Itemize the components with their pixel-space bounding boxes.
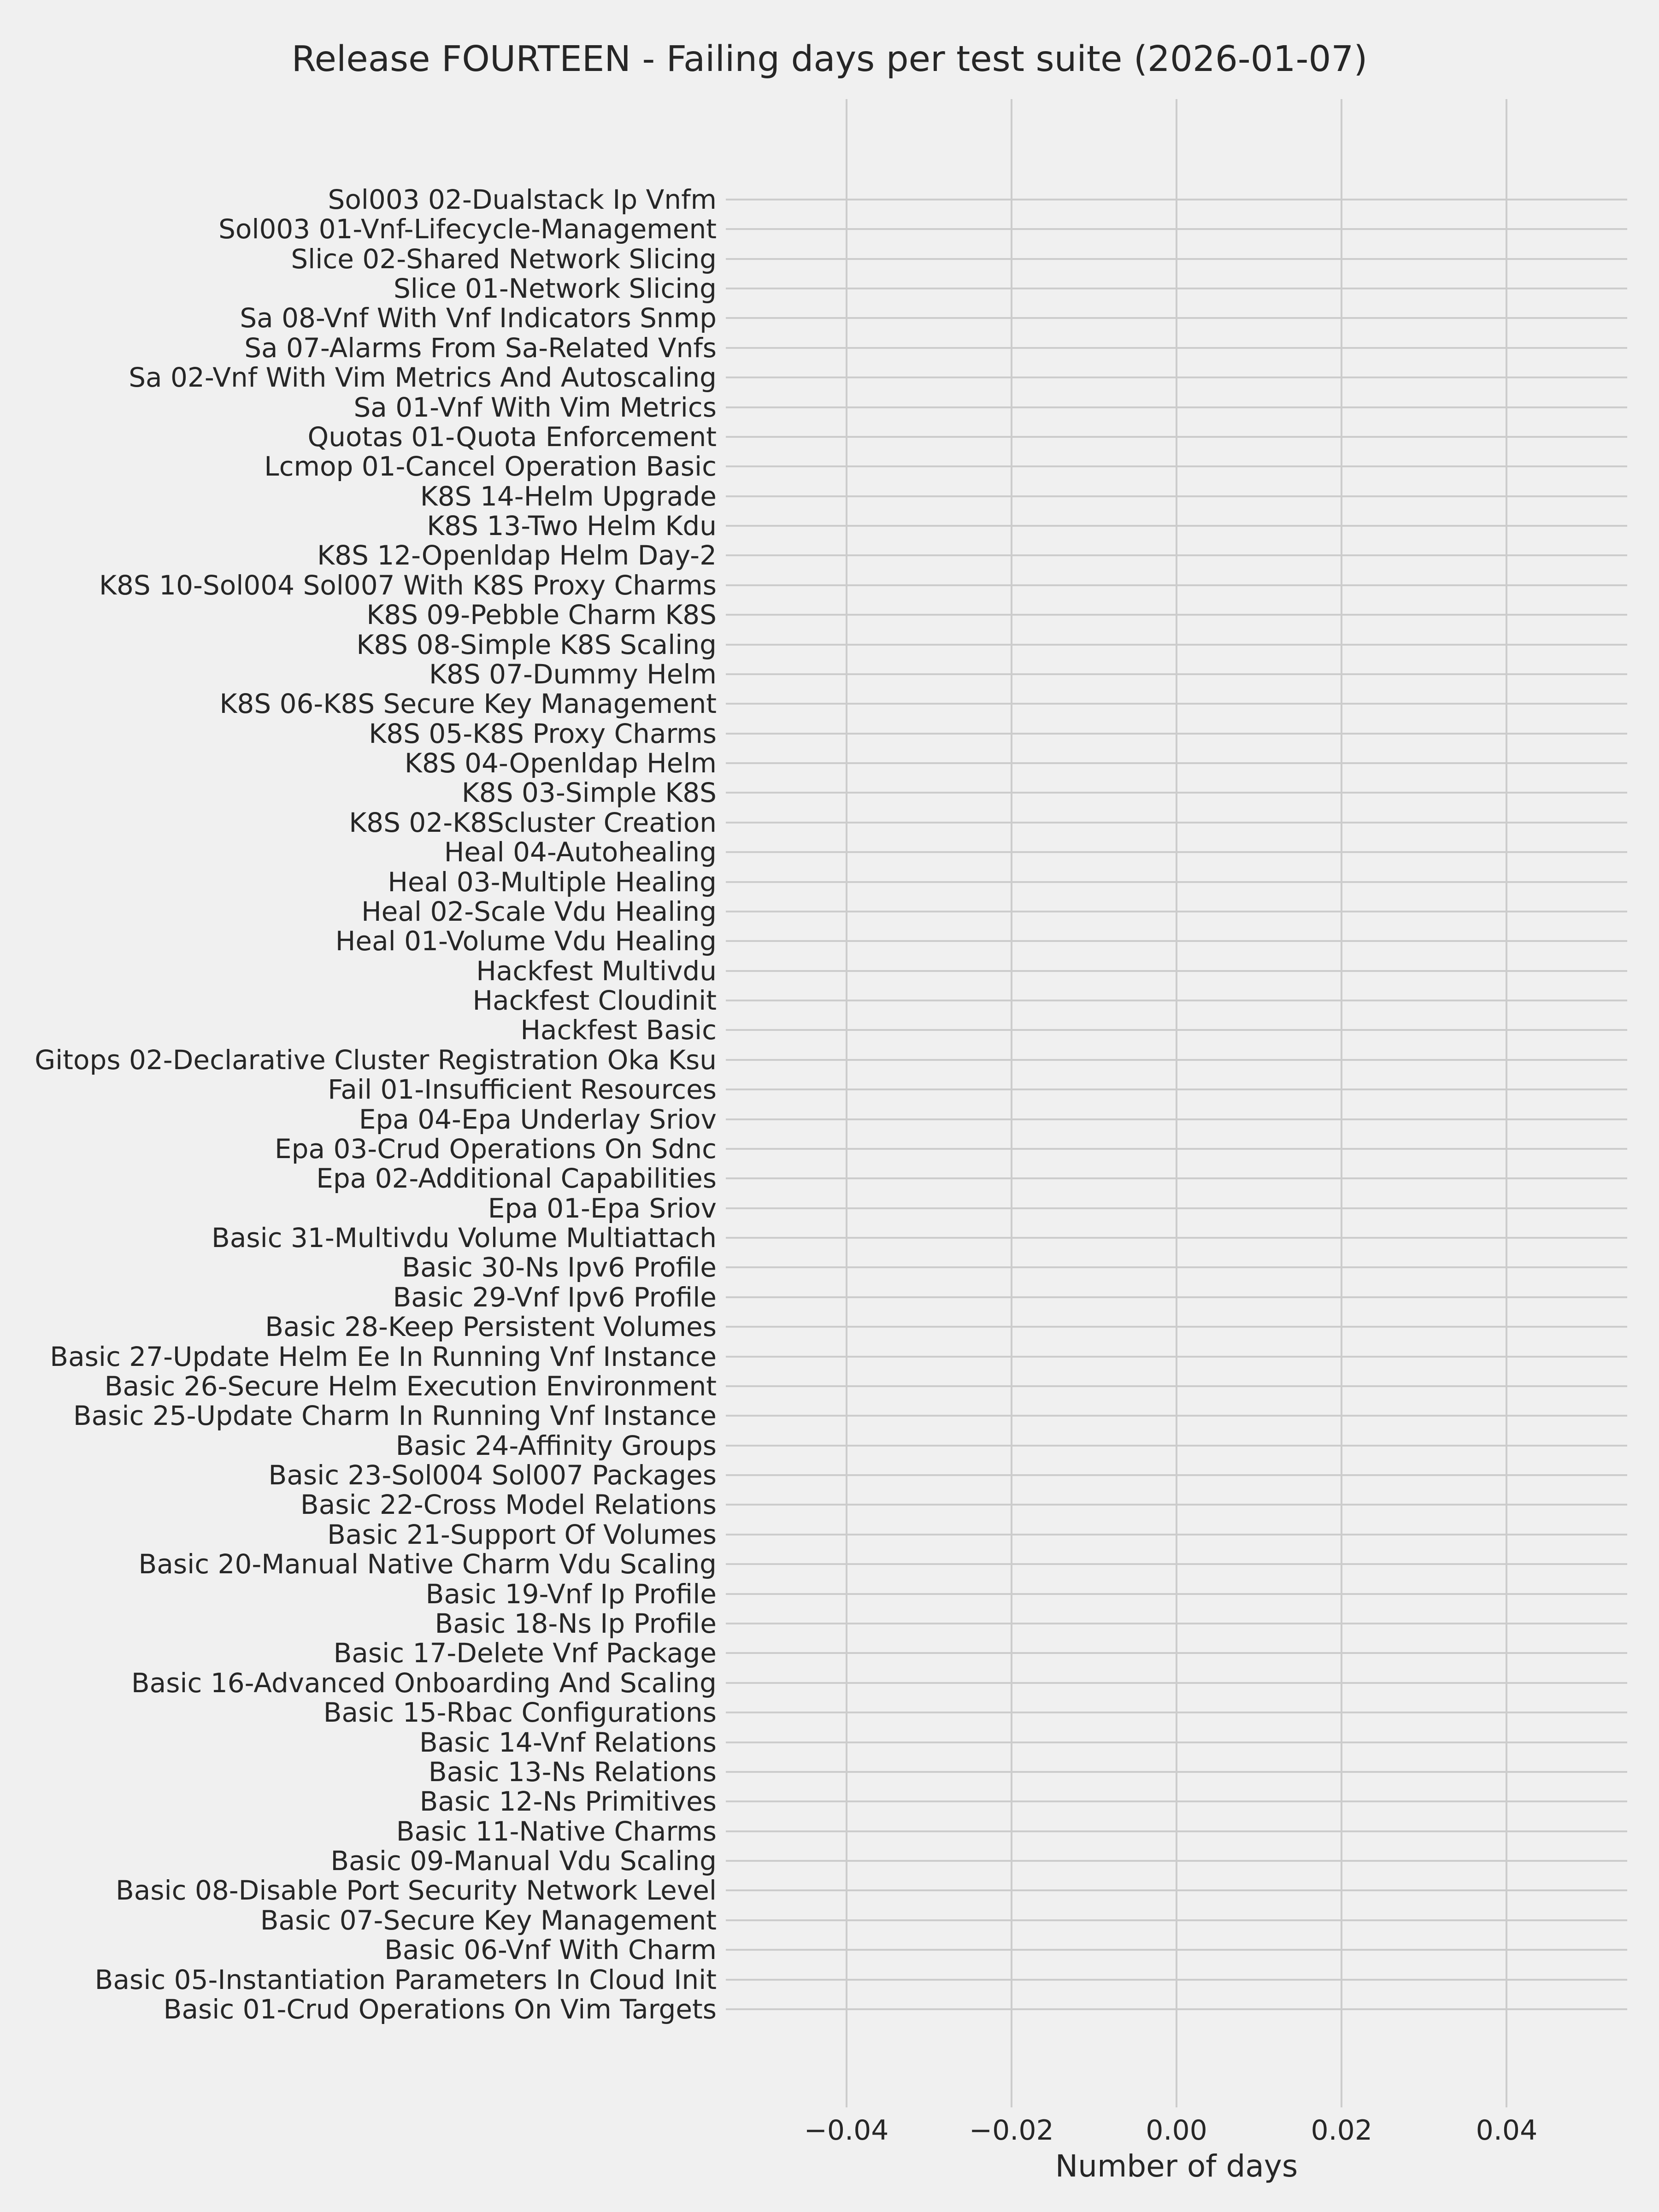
y-tick-label: Fail 01-Insufficient Resources: [328, 1074, 717, 1106]
y-tick-label: K8S 09-Pebble Charm K8S: [366, 599, 717, 631]
gridline-horizontal: [726, 851, 1627, 853]
y-tick-label: Basic 16-Advanced Onboarding And Scaling: [131, 1667, 717, 1699]
y-tick-label: Basic 26-Secure Helm Execution Environment: [104, 1370, 717, 1402]
y-tick-label: Basic 17-Delete Vnf Package: [333, 1637, 717, 1669]
gridline-vertical: [1506, 99, 1507, 2107]
gridline-horizontal: [726, 1415, 1627, 1417]
y-tick-label: Sa 07-Alarms From Sa-Related Vnfs: [244, 332, 717, 364]
y-tick-label: Basic 07-Secure Key Management: [260, 1904, 717, 1936]
y-tick-label: Sol003 01-Vnf-Lifecycle-Management: [218, 213, 717, 245]
gridline-horizontal: [726, 1919, 1627, 1921]
y-tick-label: K8S 07-Dummy Helm: [429, 658, 717, 690]
gridline-horizontal: [726, 1504, 1627, 1506]
y-tick-label: Hackfest Basic: [520, 1014, 717, 1046]
gridline-horizontal: [726, 1266, 1627, 1268]
y-tick-label: Sol003 02-Dualstack Ip Vnfm: [328, 183, 717, 215]
gridline-horizontal: [726, 644, 1627, 646]
gridline-vertical: [846, 99, 847, 2107]
gridline-horizontal: [726, 1059, 1627, 1061]
gridline-horizontal: [726, 911, 1627, 912]
plot-area: [726, 99, 1627, 2107]
gridline-horizontal: [726, 1979, 1627, 1981]
y-tick-label: K8S 04-Openldap Helm: [404, 747, 717, 779]
y-tick-label: Basic 15-Rbac Configurations: [323, 1697, 717, 1729]
gridline-horizontal: [726, 792, 1627, 794]
y-tick-label: K8S 03-Simple K8S: [461, 777, 717, 809]
y-tick-label: K8S 06-K8S Secure Key Management: [219, 688, 717, 720]
y-tick-label: Lcmop 01-Cancel Operation Basic: [264, 451, 717, 482]
gridline-horizontal: [726, 436, 1627, 438]
y-tick-label: Heal 03-Multiple Healing: [388, 866, 717, 898]
y-tick-label: K8S 08-Simple K8S Scaling: [356, 629, 717, 660]
gridline-horizontal: [726, 703, 1627, 705]
y-tick-label: K8S 14-Helm Upgrade: [420, 480, 717, 512]
y-tick-label: Hackfest Multivdu: [476, 955, 717, 987]
y-tick-label: Basic 05-Instantiation Parameters In Cloud Init: [94, 1964, 717, 1995]
gridline-horizontal: [726, 584, 1627, 586]
gridline-horizontal: [726, 762, 1627, 764]
gridline-horizontal: [726, 1385, 1627, 1387]
y-tick-label: Basic 18-Ns Ip Profile: [435, 1607, 717, 1639]
y-tick-label: Epa 02-Additional Capabilities: [316, 1163, 717, 1194]
y-tick-label: Basic 24-Affinity Groups: [395, 1430, 717, 1461]
gridline-horizontal: [726, 1237, 1627, 1239]
y-tick-label: Gitops 02-Declarative Cluster Registration Oka Ksu: [35, 1044, 717, 1076]
gridline-vertical: [1176, 99, 1177, 2107]
y-tick-label: K8S 02-K8Scluster Creation: [349, 806, 717, 838]
gridline-vertical: [1011, 99, 1012, 2107]
gridline-horizontal: [726, 673, 1627, 675]
gridline-horizontal: [726, 1326, 1627, 1328]
gridline-horizontal: [726, 1029, 1627, 1031]
gridline-vertical: [1341, 99, 1342, 2107]
gridline-horizontal: [726, 199, 1627, 200]
x-tick-label: 0.04: [1476, 2114, 1538, 2147]
y-tick-label: Basic 12-Ns Primitives: [419, 1786, 717, 1818]
gridline-horizontal: [726, 1563, 1627, 1565]
y-tick-label: Basic 28-Keep Persistent Volumes: [265, 1311, 717, 1343]
gridline-horizontal: [726, 1889, 1627, 1891]
gridline-horizontal: [726, 1000, 1627, 1001]
gridline-horizontal: [726, 881, 1627, 883]
y-tick-label: Basic 22-Cross Model Relations: [300, 1489, 717, 1521]
gridline-horizontal: [726, 465, 1627, 467]
y-tick-label: Basic 21-Support Of Volumes: [327, 1518, 717, 1550]
y-tick-label: Basic 11-Native Charms: [396, 1815, 717, 1847]
x-tick-label: −0.04: [804, 2114, 889, 2147]
y-tick-label: K8S 05-K8S Proxy Charms: [369, 718, 717, 749]
gridline-horizontal: [726, 1177, 1627, 1179]
gridline-horizontal: [726, 1534, 1627, 1535]
y-axis-labels: [0, 99, 717, 2107]
gridline-horizontal: [726, 733, 1627, 735]
gridline-horizontal: [726, 258, 1627, 260]
x-tick-label: 0.02: [1311, 2114, 1373, 2147]
gridline-horizontal: [726, 1445, 1627, 1447]
y-tick-label: Epa 01-Epa Sriov: [488, 1192, 717, 1224]
gridline-horizontal: [726, 1088, 1627, 1090]
gridline-horizontal: [726, 1148, 1627, 1150]
gridline-horizontal: [726, 1800, 1627, 1802]
gridline-horizontal: [726, 1474, 1627, 1476]
y-tick-label: Basic 19-Vnf Ip Profile: [425, 1578, 717, 1610]
y-tick-label: Basic 14-Vnf Relations: [419, 1726, 717, 1758]
gridline-horizontal: [726, 1860, 1627, 1862]
y-tick-label: Sa 08-Vnf With Vnf Indicators Snmp: [240, 302, 717, 334]
y-tick-label: K8S 13-Two Helm Kdu: [427, 510, 717, 542]
gridline-horizontal: [726, 495, 1627, 497]
gridline-horizontal: [726, 1356, 1627, 1358]
x-tick-label: 0.00: [1146, 2114, 1207, 2147]
gridline-horizontal: [726, 1682, 1627, 1684]
y-tick-label: Basic 13-Ns Relations: [428, 1756, 717, 1788]
gridline-horizontal: [726, 1652, 1627, 1654]
y-tick-label: K8S 12-Openldap Helm Day-2: [317, 540, 717, 571]
y-tick-label: Basic 01-Crud Operations On Vim Targets: [163, 1993, 717, 2025]
y-tick-label: Basic 09-Manual Vdu Scaling: [330, 1845, 717, 1877]
gridline-horizontal: [726, 1296, 1627, 1298]
gridline-horizontal: [726, 1623, 1627, 1624]
y-tick-label: Sa 02-Vnf With Vim Metrics And Autoscaling: [129, 362, 717, 394]
y-tick-label: Basic 20-Manual Native Charm Vdu Scaling: [138, 1548, 717, 1580]
y-tick-label: Heal 04-Autohealing: [444, 836, 717, 868]
x-tick-label: −0.02: [969, 2114, 1054, 2147]
y-tick-label: Epa 04-Epa Underlay Sriov: [359, 1103, 717, 1135]
y-tick-label: Quotas 01-Quota Enforcement: [307, 421, 717, 453]
gridline-horizontal: [726, 822, 1627, 824]
y-tick-label: Basic 06-Vnf With Charm: [384, 1934, 717, 1966]
gridline-horizontal: [726, 406, 1627, 408]
gridline-horizontal: [726, 554, 1627, 556]
gridline-horizontal: [726, 317, 1627, 319]
x-axis-label: Number of days: [1055, 2148, 1298, 2184]
gridline-horizontal: [726, 288, 1627, 289]
gridline-horizontal: [726, 525, 1627, 527]
gridline-horizontal: [726, 1949, 1627, 1951]
gridline-horizontal: [726, 940, 1627, 942]
gridline-horizontal: [726, 1830, 1627, 1832]
gridline-horizontal: [726, 1207, 1627, 1209]
y-tick-label: Hackfest Cloudinit: [472, 985, 717, 1017]
gridline-horizontal: [726, 970, 1627, 972]
y-tick-label: K8S 10-Sol004 Sol007 With K8S Proxy Charms: [99, 569, 717, 601]
gridline-horizontal: [726, 347, 1627, 349]
y-tick-label: Basic 25-Update Charm In Running Vnf Instance: [73, 1400, 717, 1432]
y-tick-label: Basic 08-Disable Port Security Network Level: [115, 1875, 717, 1906]
gridline-horizontal: [726, 1118, 1627, 1120]
gridline-horizontal: [726, 1741, 1627, 1743]
gridline-horizontal: [726, 228, 1627, 230]
y-tick-label: Slice 02-Shared Network Slicing: [291, 243, 717, 275]
chart-title: Release FOURTEEN - Failing days per test suite (2026-01-07): [291, 39, 1368, 80]
y-tick-label: Basic 31-Multivdu Volume Multiattach: [212, 1222, 717, 1254]
gridline-horizontal: [726, 1593, 1627, 1595]
y-tick-label: Sa 01-Vnf With Vim Metrics: [353, 391, 717, 423]
y-tick-label: Basic 23-Sol004 Sol007 Packages: [268, 1459, 717, 1491]
y-tick-label: Epa 03-Crud Operations On Sdnc: [275, 1133, 717, 1165]
gridline-horizontal: [726, 377, 1627, 378]
gridline-horizontal: [726, 1712, 1627, 1713]
gridline-horizontal: [726, 1771, 1627, 1773]
y-tick-label: Basic 27-Update Helm Ee In Running Vnf Instance: [50, 1341, 717, 1372]
y-tick-label: Basic 30-Ns Ipv6 Profile: [402, 1252, 717, 1283]
gridline-horizontal: [726, 614, 1627, 616]
y-tick-label: Heal 01-Volume Vdu Healing: [335, 925, 717, 957]
y-tick-label: Heal 02-Scale Vdu Healing: [361, 895, 717, 927]
y-tick-label: Slice 01-Network Slicing: [393, 273, 717, 305]
y-tick-label: Basic 29-Vnf Ipv6 Profile: [393, 1281, 717, 1313]
gridline-horizontal: [726, 2008, 1627, 2010]
